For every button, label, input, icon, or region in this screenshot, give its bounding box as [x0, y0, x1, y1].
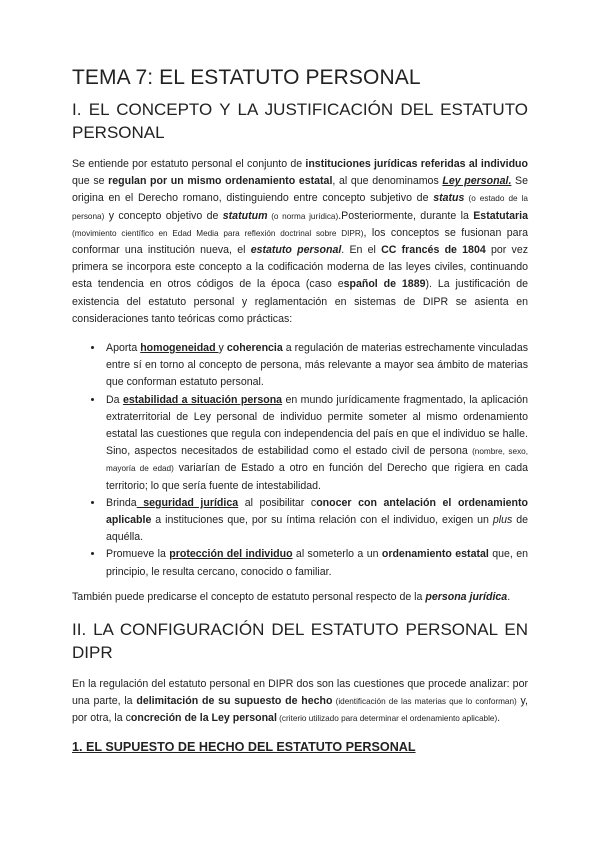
subsection-heading-supuesto: 1. EL SUPUESTO DE HECHO DEL ESTATUTO PERSONAL: [72, 739, 416, 754]
list-item: • Da estabilidad a situación persona en mundo jurídicamente fragmentado, la aplicación extraterritorial de Ley personal de individuo permite someter al mismo ordenamiento estatal las cuestiones que regula con independencia del país en que el individuo se halle. Sino, aspectos necesitados de estabilidad como el estado civil de persona (nombre, sexo, mayoría de edad) variarían de Estado a otro en función del Derecho que rigiera en cada territorio; lo que sería fuente de intestabilidad.: [104, 392, 528, 495]
paragraph-definicion: Se entiende por estatuto personal el conjunto de instituciones jurídicas referidas al individuo que se regulan por un mismo ordenamiento estatal, al que denominamos Ley personal. Se origina en el Derecho romano, distinguiendo entre concepto subjetivo de status (o estado de la persona) y concepto objetivo de statutum (o norma jurídica).Posteriormente, durante la Estatutaria (movimiento científico en Edad Media para reflexión doctrinal sobre DIPR), los conceptos se fusionan para conformar una institución nueva, el estatuto personal. En el CC francés de 1804 por vez primera se incorpora este concepto a la codificación moderna de las leyes civiles, continuando esta tendencia en otros códigos de la época (caso español de 1889). La justificación de existencia del estatuto personal y reglamentación en sistemas de DIPR se asienta en consideraciones tanto teóricas como prácticas:: [72, 158, 529, 325]
section-heading-concepto: I. EL CONCEPTO Y LA JUSTIFICACIÓN DEL ESTATUTO PERSONAL: [72, 100, 528, 142]
section-heading-configuracion: II. LA CONFIGURACIÓN DEL ESTATUTO PERSONAL EN DIPR: [72, 620, 528, 663]
list-item: • Aporta homogeneidad y coherencia a regulación de materias estrechamente vinculadas entre sí en torno al concepto de persona, más relevante a mayor sea ámbito de materias que conforman estatuto personal.: [104, 340, 528, 392]
list-item: • Promueve la protección del individuo al someterlo a un ordenamiento estatal que, en principio, le resulta cercano, conocido o familiar.: [104, 546, 528, 580]
paragraph-persona-juridica: También puede predicarse el concepto de estatuto personal respecto de la persona jurídica.: [72, 590, 511, 603]
list-item: • Brinda seguridad jurídica al posibilitar conocer con antelación el ordenamiento aplicable a instituciones que, por su íntima relación con el individuo, exigen un plus de aquélla.: [104, 495, 528, 547]
document-title: TEMA 7: EL ESTATUTO PERSONAL: [72, 66, 421, 89]
justification-list: [72, 340, 528, 581]
paragraph-regulacion: En la regulación del estatuto personal en DIPR dos son las cuestiones que procede analizar: por una parte, la delimitación de su supuesto de hecho (identificación de las materias que lo conforman) y, por otra, la concreción de la Ley personal (criterio utilizado para determinar el ordenamiento aplicable).: [72, 678, 529, 725]
